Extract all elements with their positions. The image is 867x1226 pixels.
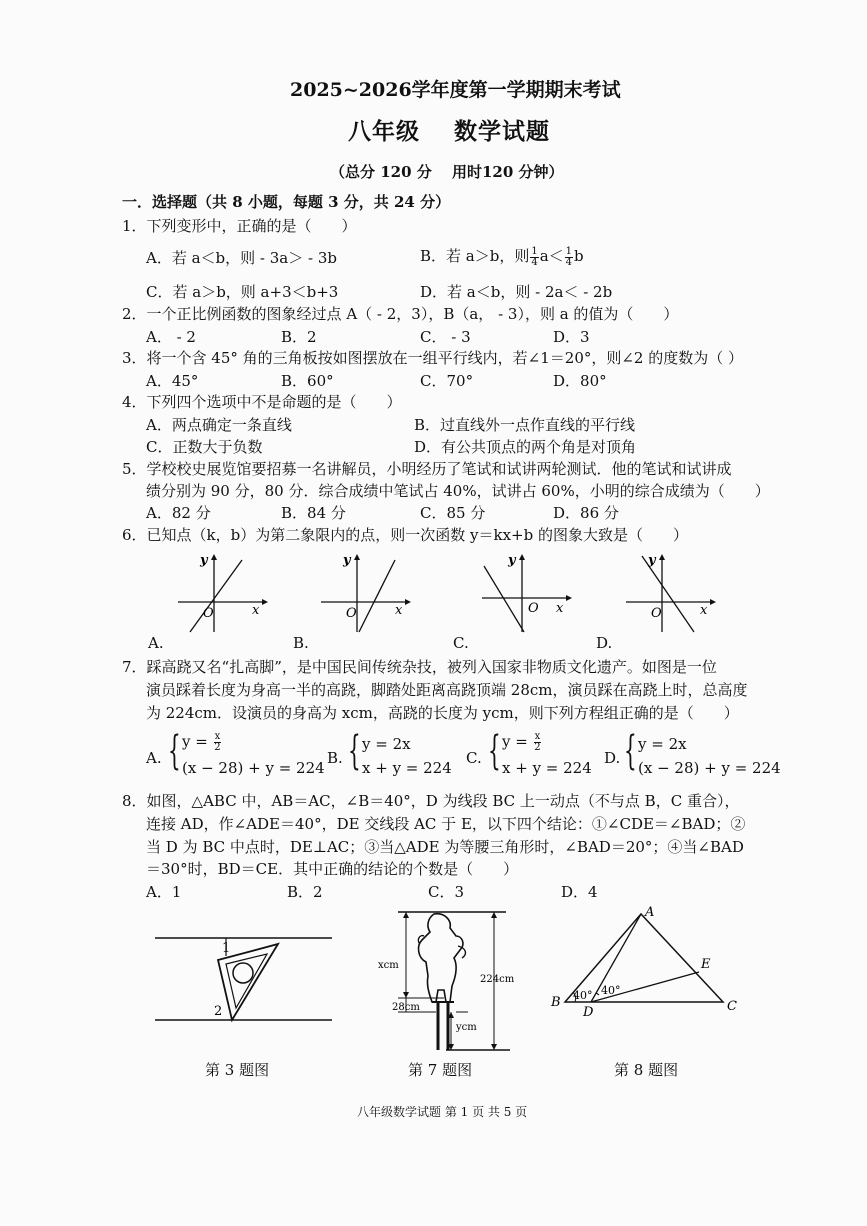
- q8-option-c: C．3: [428, 883, 465, 901]
- q1-option-d: D．若 a＜b，则 - 2a＜ - 2b: [420, 283, 613, 301]
- fig3-caption: 第 3 题图: [205, 1061, 270, 1079]
- q6-b-axis-x: x: [395, 603, 403, 618]
- q1-b-fraction: $\frac{1}{4}$: [531, 245, 538, 268]
- q5-option-d: D．86 分: [553, 504, 619, 522]
- q7-d-label: D.: [604, 749, 621, 767]
- q8-line2: 连接 AD，作∠ADE＝40°，DE 交线段 AC 于 E，以下四个结论：①∠CDE＝∠BAD；②: [146, 815, 746, 833]
- q6-c-axis-x: x: [556, 601, 564, 616]
- q7-line2: 演员踩着长度为身高一半的高跷，脚踏处距离高跷顶端 28cm，演员踩在高跷上时，总高度: [146, 681, 748, 699]
- q2-option-d: D．3: [553, 328, 590, 346]
- q5-option-a: A．82 分: [146, 504, 211, 522]
- q7-a-brace: {: [168, 728, 181, 774]
- subject-label: 数学试题: [454, 118, 550, 145]
- q7-line3: 为 224cm．设演员的身高为 xcm，高跷的长度为 ycm，则下列方程组正确的是（ ）: [146, 704, 739, 722]
- q6-b-origin: O: [346, 606, 357, 621]
- q1-option-a: A．若 a＜b，则 - 3a＞ - 3b: [146, 249, 337, 267]
- q7-a-eq1: y = $\frac{x}{2}$: [182, 731, 221, 753]
- fig8-angle-B: 40°: [573, 989, 593, 1002]
- q6-graph-a: [170, 548, 270, 634]
- q4-stem: 4．下列四个选项中不是命题的是（ ）: [122, 393, 402, 411]
- figure-8: [545, 906, 745, 1024]
- q1-option-b: B．若 a＞b，则 $\frac{1}{4}$ a＜ $\frac{1}{4}$ b: [420, 245, 584, 268]
- q1-option-c: C．若 a＞b，则 a+3＜b+3: [146, 283, 339, 301]
- q8-option-d: D．4: [561, 883, 598, 901]
- q6-label-d: D.: [596, 634, 613, 652]
- q8-option-a: A．1: [146, 883, 182, 901]
- figure-3: [150, 926, 335, 1026]
- section-heading: 一．选择题（共 8 小题，每题 3 分，共 24 分）: [122, 193, 451, 211]
- q1-b-fraction-2: $\frac{1}{4}$: [565, 245, 573, 268]
- fig7-y-label: ycm: [456, 1022, 477, 1033]
- q6-label-a: A.: [148, 634, 164, 652]
- q2-option-a: A． - 2: [146, 328, 196, 346]
- q3-option-a: A．45°: [146, 372, 199, 390]
- fig8-caption: 第 8 题图: [614, 1061, 679, 1079]
- q7-line1: 7．踩高跷又名“扎高脚”，是中国民间传统杂技，被列入国家非物质文化遗产。如图是一位: [122, 658, 717, 676]
- fig7-total-label: 224cm: [480, 974, 515, 985]
- fig3-angle1-label: 1: [222, 941, 231, 956]
- q6-d-axis-x: x: [700, 603, 708, 618]
- q8-line4: ＝30°时，BD＝CE．其中正确的结论的个数是（ ）: [146, 860, 519, 878]
- q7-b-label: B.: [327, 749, 343, 767]
- q3-option-b: B．60°: [281, 372, 334, 390]
- q7-c-brace: {: [488, 728, 501, 774]
- q6-stem: 6．已知点（k，b）为第二象限内的点，则一次函数 y＝kx+b 的图象大致是（ ）: [122, 526, 688, 544]
- q5-option-b: B．84 分: [281, 504, 346, 522]
- q7-a-eq2: (x − 28) + y = 224: [182, 759, 325, 777]
- fig8-A-label: A: [645, 906, 655, 920]
- q7-b-brace: {: [348, 728, 361, 774]
- q7-c-eq2: x + y = 224: [502, 759, 592, 777]
- q6-a-axis-y: y: [200, 553, 208, 568]
- q6-label-c: C.: [453, 634, 469, 652]
- q6-a-origin: O: [203, 606, 214, 621]
- q8-line3: 当 D 为 BC 中点时，DE⊥AC；③当△ADE 为等腰三角形时，∠BAD＝20°；④当∠BAD: [146, 838, 744, 856]
- q6-d-origin: O: [651, 606, 662, 621]
- fig8-D-label: D: [583, 1005, 594, 1020]
- q6-c-origin: O: [528, 601, 539, 616]
- fig7-caption: 第 7 题图: [408, 1061, 473, 1079]
- fig8-C-label: C: [727, 999, 737, 1014]
- q6-d-axis-y: y: [648, 553, 656, 568]
- q8-option-b: B．2: [287, 883, 323, 901]
- q4-option-b: B．过直线外一点作直线的平行线: [414, 416, 636, 434]
- q7-d-eq2: (x − 28) + y = 224: [638, 759, 781, 777]
- q2-stem: 2．一个正比例函数的图象经过点 A（ - 2，3），B（a， - 3），则 a 的值为（ ）: [122, 305, 679, 323]
- q4-option-a: A．两点确定一条直线: [146, 416, 292, 434]
- q3-stem: 3．将一个含 45° 角的三角板按如图摆放在一组平行线内，若∠1＝20°，则∠2 的度数为（ ）: [122, 349, 744, 367]
- q6-a-axis-x: x: [252, 603, 260, 618]
- q5-option-c: C．85 分: [420, 504, 486, 522]
- q7-c-label: C.: [466, 749, 482, 767]
- q7-a-label: A.: [146, 749, 162, 767]
- q6-graph-b: [313, 548, 413, 634]
- fig8-angle-D: 40°: [601, 984, 621, 997]
- exam-meta: （总分 120 分 用时120 分钟）: [330, 163, 564, 181]
- q1-stem: 1．下列变形中，正确的是（ ）: [122, 217, 357, 235]
- figure-7: [376, 906, 526, 1056]
- q7-b-eq2: x + y = 224: [362, 759, 452, 777]
- q7-b-eq1: y = 2x: [362, 735, 411, 753]
- q8-line1: 8．如图，△ABC 中，AB＝AC，∠B＝40°，D 为线段 BC 上一动点（不与点 B，C 重合），: [122, 792, 740, 810]
- q5-line2: 绩分别为 90 分，80 分．综合成绩中笔试占 40%，试讲占 60%，小明的综合成绩为（ ）: [146, 482, 770, 500]
- fig7-28-label: 28cm: [392, 1002, 420, 1013]
- q6-b-axis-y: y: [343, 553, 351, 568]
- q6-graph-d: [618, 548, 718, 634]
- q7-d-brace: {: [624, 728, 637, 774]
- q6-c-axis-y: y: [508, 553, 516, 568]
- q6-graph-c: [474, 548, 574, 634]
- q4-option-c: C．正数大于负数: [146, 438, 263, 456]
- q2-option-c: C． - 3: [420, 328, 471, 346]
- page-footer: 八年级数学试题 第 1 页 共 5 页: [357, 1105, 528, 1119]
- fig8-B-label: B: [551, 995, 561, 1010]
- fig3-angle2-label: 2: [214, 1004, 223, 1019]
- q4-option-d: D．有公共顶点的两个角是对顶角: [414, 438, 637, 456]
- exam-title: 2025~2026学年度第一学期期末考试: [290, 79, 621, 101]
- q5-line1: 5．学校校史展览馆要招募一名讲解员，小明经历了笔试和试讲两轮测试．他的笔试和试讲成: [122, 460, 732, 478]
- grade-label: 八年级: [348, 118, 420, 145]
- q3-option-c: C．70°: [420, 372, 474, 390]
- fig8-E-label: E: [701, 957, 711, 972]
- q7-d-eq1: y = 2x: [638, 735, 687, 753]
- q3-option-d: D．80°: [553, 372, 607, 390]
- q2-option-b: B．2: [281, 328, 317, 346]
- fig7-x-label: xcm: [378, 960, 399, 971]
- q6-label-b: B.: [293, 634, 309, 652]
- q7-c-eq1: y = $\frac{x}{2}$: [502, 731, 541, 753]
